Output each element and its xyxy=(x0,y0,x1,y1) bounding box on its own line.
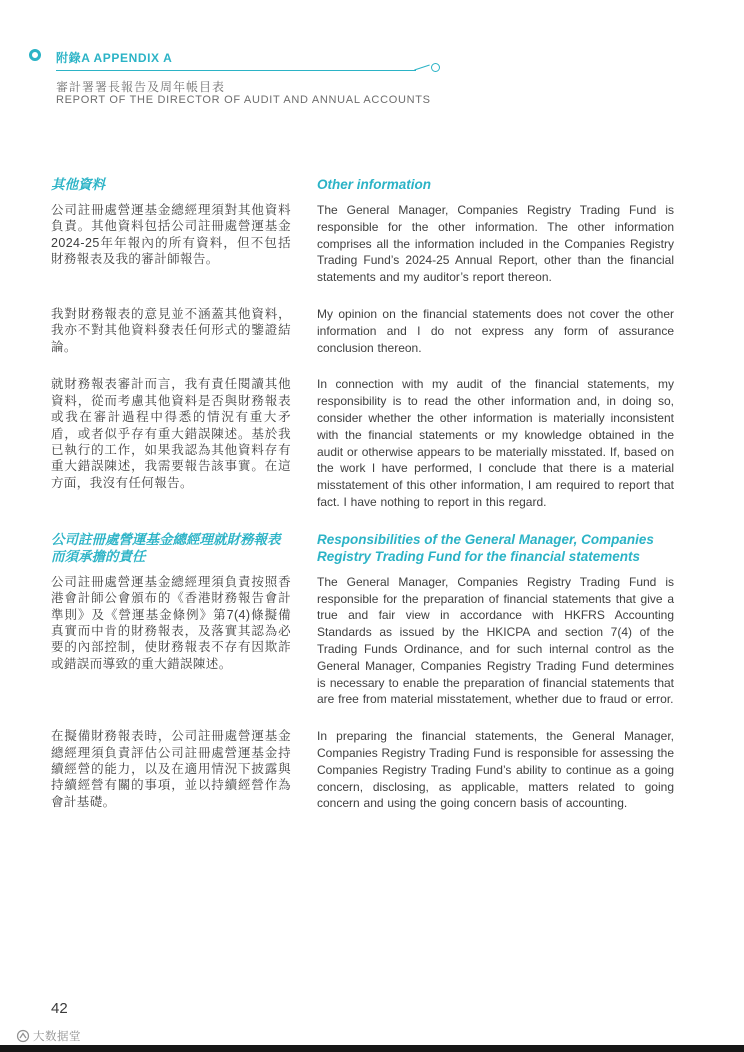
watermark-text: 大数据堂 xyxy=(33,1031,81,1043)
header-rule-slant xyxy=(414,65,430,71)
section-heading-en: Responsibilities of the General Manager, Companies Registry Trading Fund for the financial statements xyxy=(317,531,654,564)
paragraph-en: In connection with my audit of the financial statements, my responsibility is to read the other information and, in doing so, consider whether the other information is materially inconsistent with the financial statements or my knowledge obtained in the audit or otherwise appears to be materially misstated. If, based on the work I have performed, I conclude that there is a material misstatement of this other information, I am required to report that fact. I have nothing to report in this regard. xyxy=(317,377,674,509)
paragraph-row xyxy=(51,306,674,356)
header-rule-line xyxy=(56,70,416,71)
header-rule-end-circle-icon xyxy=(431,63,440,72)
page-number: 42 xyxy=(51,1000,68,1017)
paragraph-row xyxy=(51,574,674,708)
paragraph-en: My opinion on the financial statements does not cover the other information and I do not express any form of assurance conclusion thereon. xyxy=(317,306,674,355)
section-heading-row xyxy=(51,531,674,565)
paragraph-zh: 就財務報表審計而言，我有責任閱讀其他資料，從而考慮其他資料是否與財務報表或我在審計過程中得悉的情況有重大矛盾，或者似乎存有重大錯誤陳述。基於我已執行的工作，如果我認為其他資料存有重大錯誤陳述，我需要報告該事實。在這方面，我沒有任何報告。 xyxy=(51,377,291,490)
watermark-logo-icon xyxy=(16,1029,30,1043)
paragraph-zh: 在擬備財務報表時，公司註冊處營運基金總經理須負責評估公司註冊處營運基金持續經營的能力，以及在適用情況下披露與持續經營有關的事項，並以持續經營作為會計基礎。 xyxy=(51,729,291,809)
report-subtitle-zh: 審計署署長報告及周年帳目表 xyxy=(56,80,226,94)
paragraph-en: The General Manager, Companies Registry Trading Fund is responsible for the other information. The other information comprises all the information included in the Companies Registry Trading Fund’s 2024-25 Annual Report, other than the financial statements and my auditor’s report thereon. xyxy=(317,203,674,285)
paragraph-row xyxy=(51,728,674,812)
section-heading-en: Other information xyxy=(317,177,431,192)
content-columns xyxy=(51,176,674,832)
paragraph-zh: 公司註冊處營運基金總經理須對其他資料負責。其他資料包括公司註冊處營運基金2024-25年年報內的所有資料，但不包括財務報表及我的審計師報告。 xyxy=(51,203,291,267)
paragraph-row xyxy=(51,202,674,286)
appendix-title: 附錄A APPENDIX A xyxy=(56,51,173,65)
section-heading-row xyxy=(51,176,674,193)
paragraph-en: In preparing the financial statements, the General Manager, Companies Registry Trading Fund is responsible for assessing the Companies Registry Trading Fund’s ability to continue as a going concern, disclosing, as applicable, matters related to going concern and using the going concern basis of accounting. xyxy=(317,729,674,811)
appendix-bullet-icon xyxy=(29,49,41,61)
paragraph-zh: 我對財務報表的意見並不涵蓋其他資料，我亦不對其他資料發表任何形式的鑒證結論。 xyxy=(51,306,291,354)
paragraph-en: The General Manager, Companies Registry Trading Fund is responsible for the preparation of financial statements that give a true and fair view in accordance with HKFRS Accounting Standards as issued by the HKICPA and section 7(4) of the Trading Funds Ordinance, and for such internal control as the General Manager, Companies Registry Trading Fund determines is necessary to enable the preparation of financial statements that are free from material misstatement, whether due to fraud or error. xyxy=(317,574,674,707)
paragraph-row xyxy=(51,376,674,510)
report-subtitle-en: REPORT OF THE DIRECTOR OF AUDIT AND ANNUAL ACCOUNTS xyxy=(56,94,431,106)
section-heading-zh: 其他資料 xyxy=(51,177,105,192)
section-heading-zh: 公司註冊處營運基金總經理就財務報表而須承擔的責任 xyxy=(51,531,281,564)
paragraph-zh: 公司註冊處營運基金總經理須負責按照香港會計師公會頒布的《香港財務報告會計準則》及《營運基金條例》第7(4)條擬備真實而中肯的財務報表，及落實其認為必要的內部控制，使財務報表不存有因欺詐或錯誤而導致的重大錯誤陳述。 xyxy=(51,574,291,671)
watermark xyxy=(16,1028,81,1044)
page-edge-bar xyxy=(0,1045,744,1052)
